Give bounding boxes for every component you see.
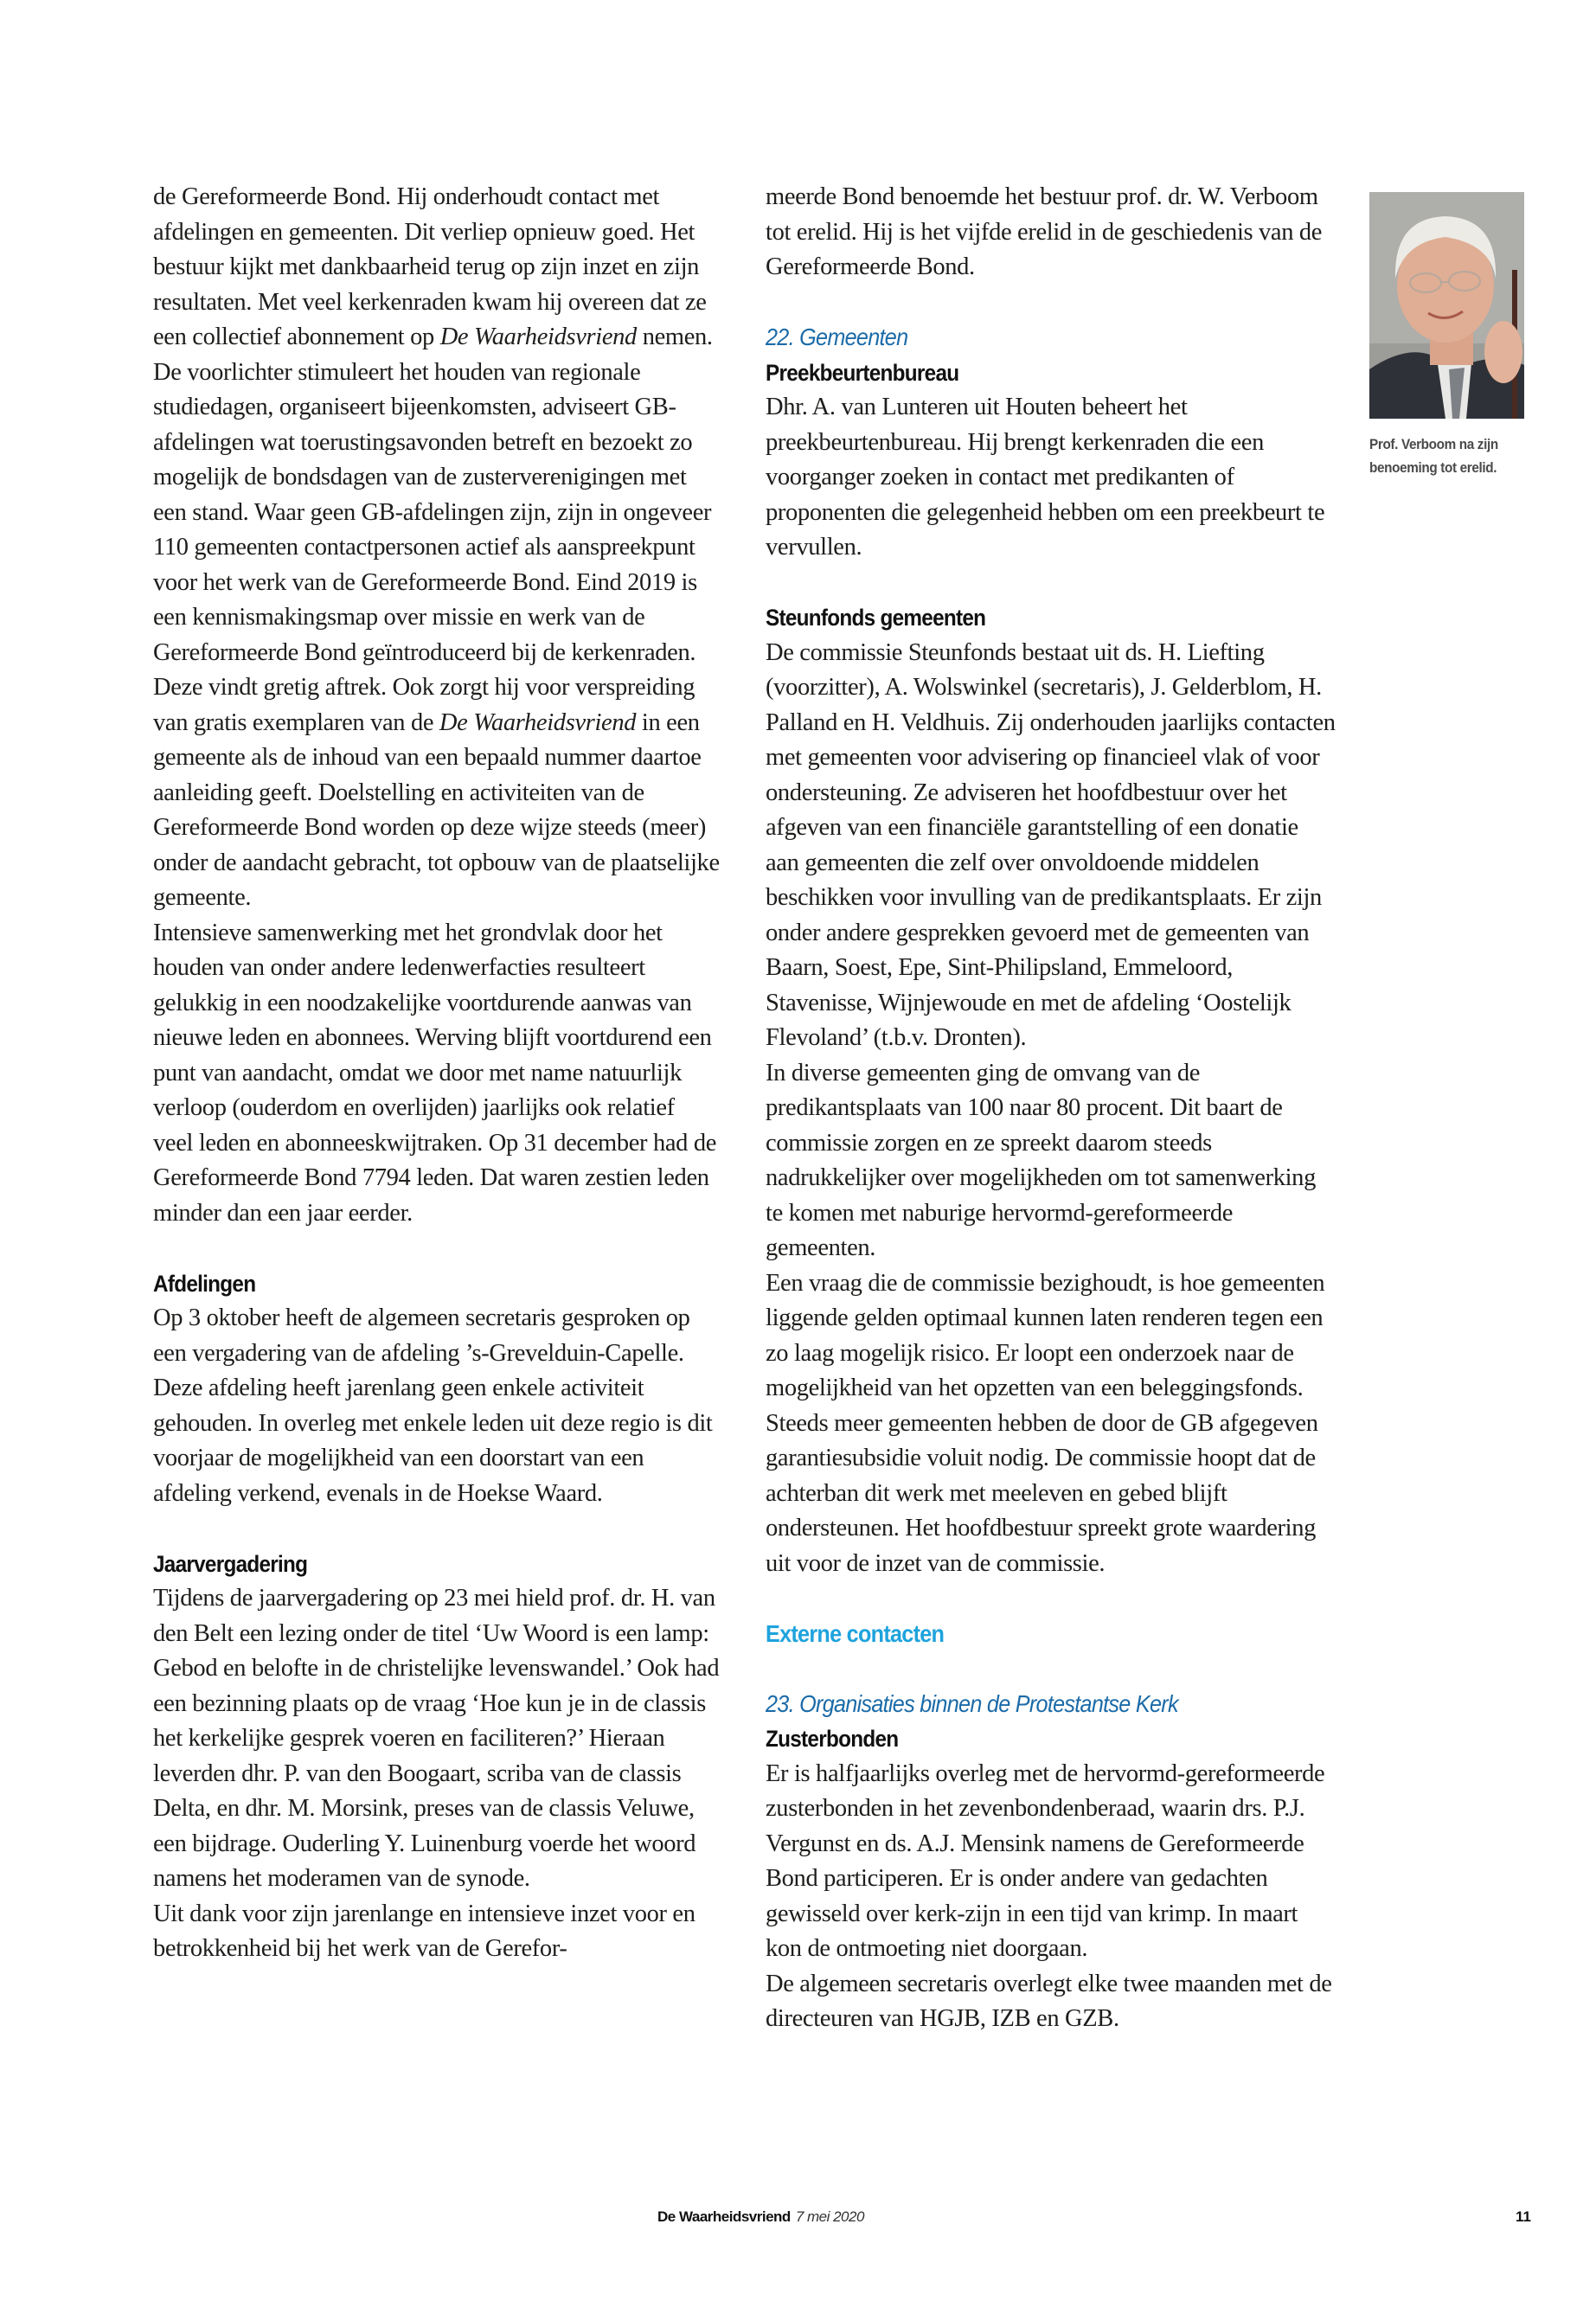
spacer — [766, 566, 1336, 601]
spacer — [766, 1651, 1336, 1687]
heading-steunfonds: Steunfonds gemeenten — [766, 605, 986, 631]
paragraph-continuation: meerde Bond benoemde het bestuur prof. dr. W. Verboom tot erelid. Hij is het vijfde erelid in de geschiedenis van de Gereformeerde Bond. — [766, 183, 1323, 280]
paragraph-zusterbonden-1: Er is halfjaarlijks overleg met de hervormd-gereformeerde zusterbonden in het zevenbondenberaad, waarin drs. P.J. Vergunst en ds. A.J. Mensink namens de Gereformeerde Bond participeren. Er is onder andere van gedachten gewisseld over kerk-zijn in een tijd van krimp. In maart kon de ontmoeting niet doorgaan. — [766, 1759, 1325, 1962]
paragraph-afdelingen: Op 3 oktober heeft de algemeen secretaris gesproken op een vergadering van de afdeling ’s-Grevelduin-Capelle. Deze afdeling heeft jarenlang geen enkele activiteit gehouden. In overleg met enkele leden uit deze regio is dit voorjaar de mogelijkheid van een doorstart van een afdeling verkend, evenals in de Hoekse Waard. — [153, 1304, 713, 1507]
paragraph-voorlichter — [153, 180, 720, 916]
heading-jaarvergadering: Jaarvergadering — [153, 1550, 308, 1577]
text-run: de Gereformeerde Bond. Hij onderhoudt contact met afdelingen en gemeenten. Dit verliep opnieuw goed. Het bestuur kijkt met dankbaarheid terug op zijn inzet en zijn resultaten. Met veel kerkenraden kwam hij overeen dat ze een collectief abonnement op — [153, 183, 707, 350]
heading-afdelingen: Afdelingen — [153, 1270, 256, 1297]
paragraph-zusterbonden-2: De algemeen secretaris overlegt elke twee maanden met de directeuren van HGJB, IZB en GZB. — [766, 1970, 1332, 2032]
column-right — [766, 180, 1336, 2037]
text-run: in een gemeente als de inhoud van een bepaald nummer daartoe aanleiding geeft. Doelstelling en activiteiten van de Gereformeerde Bond worden op deze wijze steeds (meer) onder de aandacht gebracht, tot opbouw van de plaatselijke gemeente. — [153, 708, 720, 911]
heading-section-22: 22. Gemeenten — [766, 324, 908, 350]
magazine-title-italic: De Waarheidsvriend — [439, 324, 637, 350]
paragraph-samenwerking: Intensieve samenwerking met het grondvlak door het houden van onder andere ledenwerfacties resulteert gelukkig in een noodzakelijke voortdurende aanwas van nieuwe leden en abonnees. Werving blijft voortdurend een punt van aandacht, omdat we door met name natuurlijk verloop (ouderdom en overlijden) jaarlijks ook relatief veel leden en abonneeskwijtraken. Op 31 december had de Gereformeerde Bond 7794 leden. Dat waren zestien leden minder dan een jaar eerder. — [153, 919, 717, 1227]
heading-section-23: 23. Organisaties binnen de Protestantse Kerk — [766, 1689, 1178, 1717]
spacer — [766, 285, 1336, 321]
portrait-photo — [1369, 192, 1524, 419]
paragraph-steunfonds-4: Steeds meer gemeenten hebben de door de GB afgegeven garantiesubsidie voluit nodig. De commissie hoopt dat de achterban dit werk met meeleven en gebed blijft ondersteunen. Het hoofdbestuur spreekt grote waardering uit voor de inzet van de commissie. — [766, 1409, 1318, 1577]
paragraph-steunfonds-2: In diverse gemeenten ging de omvang van de predikantsplaats van 100 naar 80 procent. Dit baart de commissie zorgen en ze spreekt daarom steeds nadrukkelijker over mogelijkheden om tot samenwerking te komen met naburige hervormd-gereformeerde gemeenten. — [766, 1059, 1316, 1261]
spacer — [766, 1581, 1336, 1617]
magazine-title-italic: De Waarheidsvriend — [439, 708, 637, 736]
portrait-illustration — [1369, 192, 1524, 419]
paragraph-preekbeurtenbureau: Dhr. A. van Lunteren uit Houten beheert het preekbeurtenbureau. Hij brengt kerkenraden die een voorganger zoeken in contact met predikanten of proponenten die gelegenheid hebben om een preekbeurt te vervullen. — [766, 394, 1325, 561]
heading-zusterbonden: Zusterbonden — [766, 1726, 899, 1752]
spacer — [153, 1511, 720, 1547]
issue-date: 7 mei 2020 — [795, 2208, 864, 2225]
paragraph-erelid: Uit dank voor zijn jarenlange en intensieve inzet voor en betrokkenheid bij het werk van de Gerefor- — [153, 1900, 695, 1962]
paragraph-steunfonds-1: De commissie Steunfonds bestaat uit ds. H. Liefting (voorzitter), A. Wolswinkel (secretaris), J. Gelderblom, H. Palland en H. Veldhuis. Zij onderhouden jaarlijks contacten met gemeenten voor advisering op financieel vlak of voor ondersteuning. Ze adviseren het hoofdbestuur over het afgeven van een financiële garantstelling of een donatie aan gemeenten die zelf over onvoldoende middelen beschikken voor invulling van de predikantsplaats. Er zijn onder andere gesprekken gevoerd met de gemeenten van Baarn, Soest, Epe, Sint-Philipsland, Emmeloord, Stavenisse, Wijnjewoude en met de afdeling ‘Oostelijk Flevoland’ (t.b.v. Dronten). — [766, 638, 1336, 1051]
column-left — [153, 180, 720, 1967]
text-run: nemen. De voorlichter stimuleert het houden van regionale studiedagen, organiseert bijeenkomsten, adviseert GB-afdelingen wat toerustingsavonden betreft en bezoekt zo mogelijk de bondsdagen van de zusterverenigingen met een stand. Waar geen GB-afdelingen zijn, zijn in ongeveer 110 gemeenten contactpersonen actief als aanspreekpunt voor het werk van de Gereformeerde Bond. Eind 2019 is een kennismakingsmap over missie en werk van de Gereformeerde Bond geïntroduceerd bij de kerkenraden. Deze vindt gretig aftrek. Ook zorgt hij voor verspreiding van gratis exemplaren van de — [153, 324, 713, 736]
spacer — [153, 1231, 720, 1266]
paragraph-steunfonds-3: Een vraag die de commissie bezighoudt, is hoe gemeenten liggende gelden optimaal kunnen laten renderen tegen een zo laag mogelijk risico. Er loopt een onderzoek naar de mogelijkheid van het opzetten van een beleggingsfonds. — [766, 1269, 1325, 1401]
heading-externe-contacten: Externe contacten — [766, 1619, 945, 1647]
paragraph-jaarvergadering: Tijdens de jaarvergadering op 23 mei hield prof. dr. H. van den Belt een lezing onder de titel ‘Uw Woord is een lamp: Gebod en belofte in de christelijke levenswandel.’ Ook had een bezinning plaats op de vraag ‘Hoe kun je in de classis het kerkelijke gesprek voeren en faciliteren?’ Hieraan leverden dhr. P. van den Boogaart, scriba van de classis Delta, en dhr. M. Morsink, preses van de classis Veluwe, een bijdrage. Ouderling Y. Luinenburg voerde het woord namens het moderamen van de synode. — [153, 1585, 720, 1892]
page-number: 11 — [1516, 2208, 1531, 2225]
photo-caption: Prof. Verboom na zijn benoeming tot erelid. — [1369, 436, 1498, 476]
page-footer — [657, 2208, 1531, 2234]
heading-preekbeurtenbureau: Preekbeurtenbureau — [766, 359, 959, 386]
magazine-name: De Waarheidsvriend — [657, 2208, 791, 2225]
